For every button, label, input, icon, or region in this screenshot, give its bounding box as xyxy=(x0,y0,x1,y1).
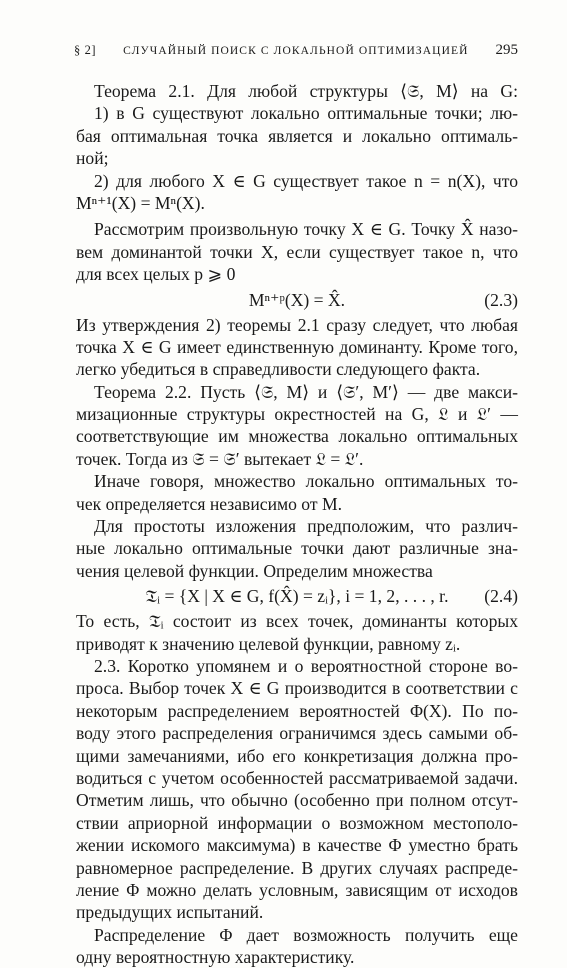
text-line: равномерное распределение. В других случаях распреде- xyxy=(76,857,518,878)
text-line: точка X ∈ G имеет единственную доминанту. Кроме того, xyxy=(76,336,518,357)
page-body xyxy=(76,80,518,968)
text-line: чения целевой функции. Определим множества xyxy=(76,560,433,581)
text-line: приводят к значению целевой функции, равному zᵢ. xyxy=(76,633,461,654)
text-line: Отметим лишь, что обычно (особенно при полном отсут- xyxy=(76,790,518,811)
text-line: для всех целых p ⩾ 0 xyxy=(76,264,236,285)
text-line: Рассмотрим произвольную точку X ∈ G. Точку X̂ назо- xyxy=(94,219,518,240)
running-header xyxy=(74,42,518,59)
text-line: 1) в G существуют локально оптимальные точки; лю- xyxy=(94,103,518,124)
equation-number: (2.3) xyxy=(484,289,518,310)
formula-1 xyxy=(76,286,518,314)
text-line: соответствующие им множества локально оптимальных xyxy=(76,426,518,447)
text-line: воду этого распределения ограничимся здесь самыми об- xyxy=(76,723,518,744)
text-line: легко убедиться в справедливости следующего факта. xyxy=(76,359,481,380)
text-line: вем доминантой точки X, если существует такое n, что xyxy=(76,241,518,262)
formula-expression: Mⁿ⁺ᵖ(X) = X̂. xyxy=(248,289,346,310)
text-line: Теорема 2.1. Для любой структуры ⟨𝔖, M⟩ на G: xyxy=(94,81,518,101)
text-line: ной; xyxy=(76,148,109,169)
text-line: водиться с учетом особенностей рассматриваемой задачи. xyxy=(76,767,518,788)
text-line: мизационные структуры окрестностей на G, 𝔏 и 𝔏′ — xyxy=(76,404,518,425)
formula-2 xyxy=(76,582,518,610)
equation-number: (2.4) xyxy=(484,586,518,607)
text-line: 2.3. Коротко упомянем и о вероятностной стороне во- xyxy=(94,655,518,676)
text-line: Для простоты изложения предположим, что различ- xyxy=(94,516,518,537)
text-line: Иначе говоря, множество локально оптимальных то- xyxy=(94,471,518,492)
text-line: То есть, 𝔗ᵢ состоит из всех точек, доминанты которых xyxy=(76,611,518,632)
text-line: ление Φ можно делать условным, зависящим от исходов xyxy=(76,879,518,900)
text-line: проса. Выбор точек X ∈ G производится в соответствии с xyxy=(76,678,518,699)
formula-expression: 𝔗ᵢ = {X | X ∈ G, f(X̂) = zᵢ}, i = 1, 2, . . . , r. xyxy=(145,586,449,607)
text-line: 2) для любого X ∈ G существует такое n = n(X), что xyxy=(94,170,518,191)
text-line: чек определяется независимо от M. xyxy=(76,493,343,514)
text-line: Mⁿ⁺¹(X) = Mⁿ(X). xyxy=(76,192,205,213)
text-line: жении искомого максимума) в качестве Φ уместно брать xyxy=(76,835,518,856)
text-line: ствии априорной информации о возможном местополо- xyxy=(76,812,518,833)
running-title: СЛУЧАЙНЫЙ ПОИСК С ЛОКАЛЬНОЙ ОПТИМИЗАЦИЕЙ xyxy=(123,45,469,57)
text-line: ные локально оптимальные точки дают различные зна- xyxy=(76,538,518,559)
text-line: Теорема 2.2. Пусть ⟨𝔖, M⟩ и ⟨𝔖′, M′⟩ — две макси- xyxy=(94,381,518,402)
text-line: предыдущих испытаний. xyxy=(76,902,264,923)
text-line: некоторым распределением вероятностей Φ(X). По по- xyxy=(76,700,518,721)
text-line: Распределение Φ дает возможность получить еще xyxy=(94,924,518,945)
text-line: одну вероятностную характеристику. xyxy=(76,947,355,968)
section-mark: § 2] xyxy=(74,43,97,57)
text-line: Из утверждения 2) теоремы 2.1 сразу следует, что любая xyxy=(76,314,518,335)
text-line: бая оптимальная точка является и локально оптималь- xyxy=(76,125,518,146)
page-number: 295 xyxy=(495,42,518,58)
text-line: щими замечаниями, ибо его конкретизация должна про- xyxy=(76,745,518,766)
text-line: точек. Тогда из 𝔖 = 𝔖′ вытекает 𝔏 = 𝔏′. xyxy=(76,448,364,469)
